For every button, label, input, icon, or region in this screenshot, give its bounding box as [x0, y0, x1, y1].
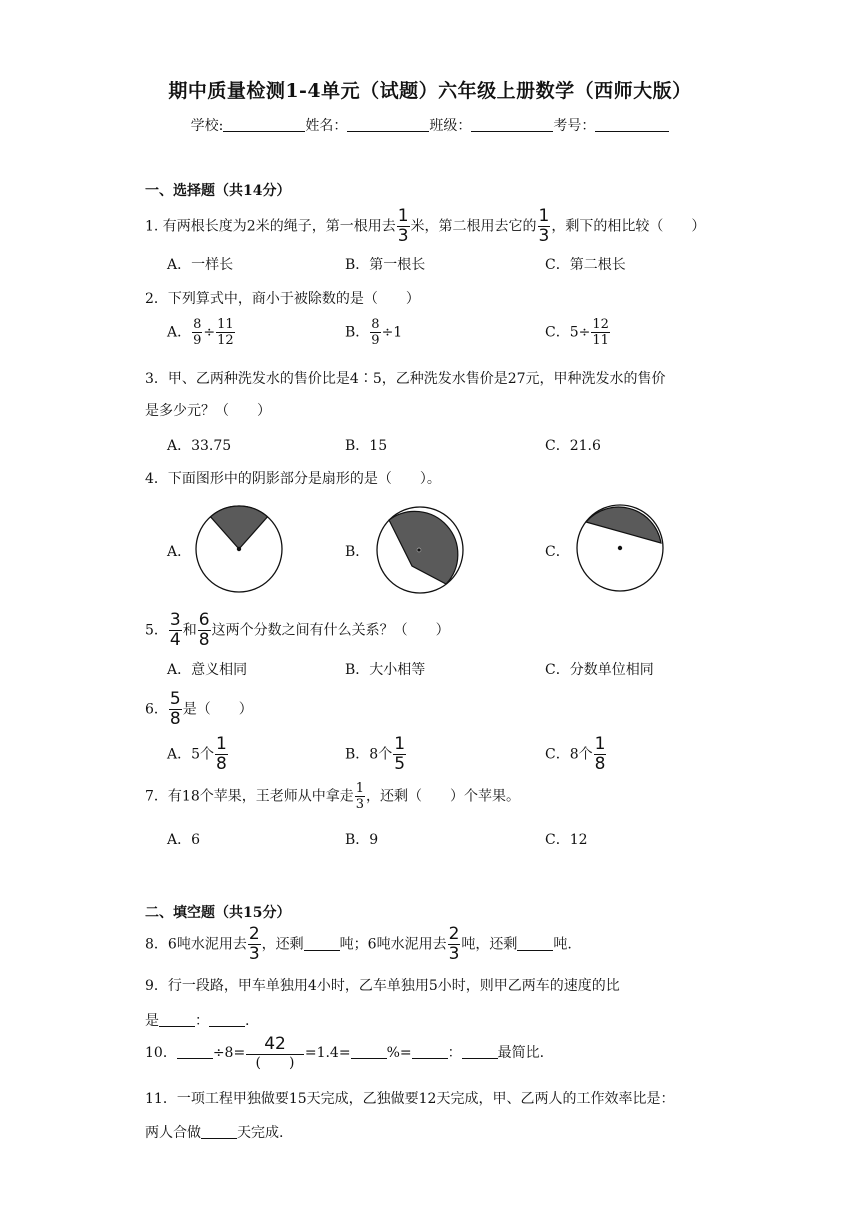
question-9-line-1: 9．行一段路，甲车单独用4小时，乙车单独用5小时，则甲乙两车的速度的比: [145, 978, 620, 994]
question-11-line-2: 两人合做 天完成.: [145, 1125, 284, 1141]
q1-option-a[interactable]: A．一样长: [167, 257, 234, 273]
q2-option-c[interactable]: C．5÷ $\frac{12}{11}$: [545, 317, 609, 348]
answer-blank[interactable]: [209, 1012, 245, 1027]
question-8: 8．6吨水泥用去 $\frac{2}{3}$ ，还剩 吨；6吨水泥用去 $\frac{2}{3}$ 吨，还剩 吨.: [145, 924, 572, 964]
q1-text-b: 米，第二根用去它的: [410, 218, 537, 235]
question-3-line-2: 是多少元？（ ）: [145, 403, 271, 419]
q7-option-b[interactable]: B．9: [345, 832, 379, 848]
q7-option-a[interactable]: A．6: [167, 832, 201, 848]
q4-option-a-label[interactable]: A．: [167, 544, 192, 560]
answer-blank[interactable]: [177, 1044, 213, 1059]
question-11-line-1: 11．一项工程甲独做要15天完成，乙独做要12天完成，甲、乙两人的工作效率比是：: [145, 1091, 675, 1107]
question-3-line-1: 3．甲、乙两种洗发水的售价比是4∶5，乙种洗发水售价是27元，甲种洗发水的售价: [145, 371, 666, 387]
answer-blank[interactable]: [159, 1012, 195, 1027]
fraction-one-third: $\frac{1}{3}$: [538, 206, 550, 246]
circle-segment-figure-c[interactable]: [575, 503, 665, 593]
question-10: 10． ÷8= $\frac{42}{( )}$ =1.4= %= ： 最简比.: [145, 1034, 545, 1071]
fraction: $\frac{8}{9}$: [193, 317, 202, 348]
fraction: $\frac{11}{12}$: [217, 317, 234, 348]
answer-blank[interactable]: [201, 1124, 237, 1139]
answer-blank[interactable]: [351, 1044, 387, 1059]
fraction-one-third: $\frac{1}{3}$: [355, 781, 365, 812]
class-blank[interactable]: [471, 117, 553, 132]
fraction-one-third: $\frac{1}{3}$: [397, 206, 409, 246]
q6-option-b[interactable]: B．8个 $\frac{1}{5}$: [345, 734, 406, 774]
fraction-six-eighths: $\frac{6}{8}$: [198, 610, 210, 650]
student-info-line: [0, 115, 860, 135]
q4-option-c-label[interactable]: C．: [545, 544, 570, 560]
section-heading-choice: 一、选择题（共14分）: [145, 183, 291, 199]
question-7: 7．有18个苹果，王老师从中拿走 $\frac{1}{3}$ ，还剩（ ）个苹果。: [145, 781, 521, 812]
school-blank[interactable]: [223, 117, 305, 132]
question-1: [145, 208, 705, 245]
question-5: 5． $\frac{3}{4}$ 和 $\frac{6}{8}$ 这两个分数之间有什么关系？（ ）: [145, 610, 450, 650]
exam-no-blank[interactable]: [595, 117, 669, 132]
class-label: 班级：: [429, 118, 472, 134]
question-4: 4．下面图形中的阴影部分是扇形的是（ ）。: [145, 471, 441, 487]
question-9-line-2: 是 ： .: [145, 1013, 250, 1029]
exam-no-label: 考号：: [553, 118, 596, 134]
circle-sector-figure-a[interactable]: [194, 504, 284, 594]
q1-text-a: 1. 有两根长度为2米的绳子，第一根用去: [145, 218, 396, 235]
q5-option-a[interactable]: A．意义相同: [167, 662, 248, 678]
answer-blank[interactable]: [412, 1044, 448, 1059]
fraction-three-quarters: $\frac{3}{4}$: [169, 610, 181, 650]
q5-option-c[interactable]: C．分数单位相同: [545, 662, 654, 678]
answer-blank[interactable]: [462, 1044, 498, 1059]
fraction-two-thirds: $\frac{2}{3}$: [248, 924, 260, 964]
fraction-42-over-blank: $\frac{42}{( )}$: [246, 1036, 304, 1070]
circle-nonsector-figure-b[interactable]: [375, 505, 465, 595]
q3-option-c[interactable]: C．21.6: [545, 438, 601, 454]
school-label: 学校:: [190, 118, 224, 134]
q6-option-a[interactable]: A．5个 $\frac{1}{8}$: [167, 734, 227, 774]
section-heading-fill-in: 二、填空题（共15分）: [145, 905, 291, 921]
q4-option-b-label[interactable]: B．: [345, 544, 370, 560]
q3-option-a[interactable]: A．33.75: [167, 438, 232, 454]
fraction: $\frac{12}{11}$: [592, 317, 609, 348]
q2-option-b[interactable]: B． $\frac{8}{9}$ ÷1: [345, 317, 403, 348]
q6-option-c[interactable]: C．8个 $\frac{1}{8}$: [545, 734, 606, 774]
name-label: 姓名：: [305, 118, 348, 134]
answer-blank[interactable]: [517, 936, 553, 951]
fraction: $\frac{1}{8}$: [594, 734, 606, 774]
page-title: 期中质量检测1-4单元（试题）六年级上册数学（西师大版）: [168, 80, 692, 102]
q1-text-c: ，剩下的相比较（ ）: [551, 218, 706, 235]
fraction: $\frac{1}{8}$: [216, 734, 227, 774]
q1-option-c[interactable]: C．第二根长: [545, 257, 626, 273]
fraction: $\frac{1}{5}$: [394, 734, 406, 774]
question-2: 2．下列算式中，商小于被除数的是（ ）: [145, 291, 420, 307]
question-6: 6． $\frac{5}{8}$ 是（ ）: [145, 689, 253, 729]
fraction-two-thirds: $\frac{2}{3}$: [448, 924, 460, 964]
q1-option-b[interactable]: B．第一根长: [345, 257, 426, 273]
q2-option-a[interactable]: A． $\frac{8}{9}$ ÷ $\frac{11}{12}$: [167, 317, 234, 348]
fraction-five-eighths: $\frac{5}{8}$: [169, 689, 181, 729]
q7-option-c[interactable]: C．12: [545, 832, 588, 848]
q5-option-b[interactable]: B．大小相等: [345, 662, 426, 678]
fraction: $\frac{8}{9}$: [371, 317, 380, 348]
name-blank[interactable]: [347, 117, 429, 132]
answer-blank[interactable]: [304, 936, 340, 951]
q3-option-b[interactable]: B．15: [345, 438, 388, 454]
